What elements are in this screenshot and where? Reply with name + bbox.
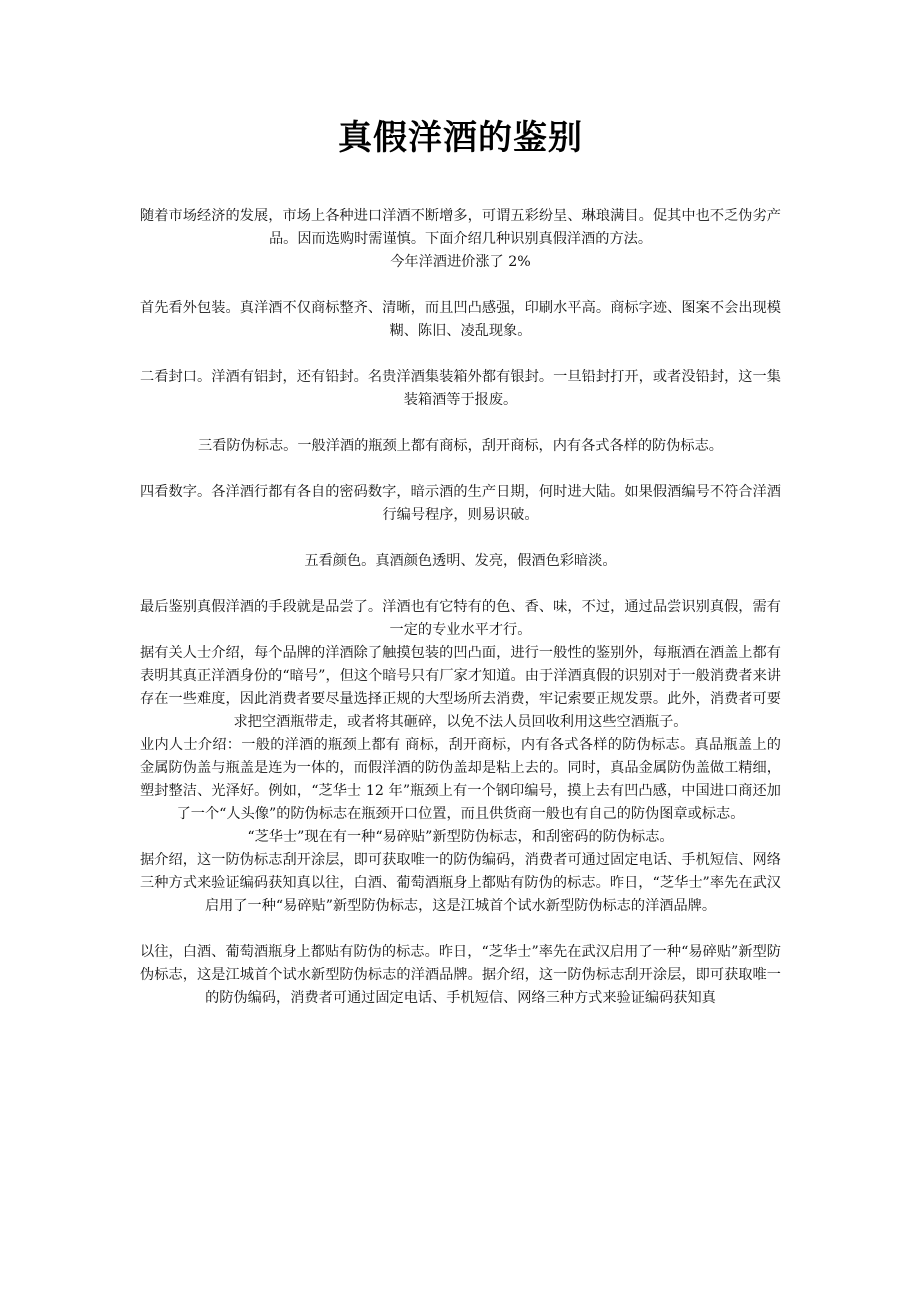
paragraph-gap bbox=[140, 458, 781, 481]
paragraph-verification: 据介绍，这一防伪标志刮开涂层，即可获取唯一的防伪编码，消费者可通过固定电话、手机短信、网络三种方式来验证编码获知真以往，白酒、葡萄酒瓶身上都贴有防伪的标志。昨日，“芝华士”率先在武汉启用了一种“易碎贴”新型防伪标志，这是江城首个试水新型防伪标志的洋酒品牌。 bbox=[140, 852, 781, 914]
paragraph-gap bbox=[140, 343, 781, 366]
paragraph-gap bbox=[140, 412, 781, 435]
paragraph-numbers: 四看数字。各洋酒行都有各自的密码数字，暗示酒的生产日期，何时进大陆。如果假酒编号不符合洋酒行编号程序，则易识破。 bbox=[140, 484, 781, 523]
document-page bbox=[140, 0, 781, 1010]
paragraph-gap bbox=[140, 274, 781, 297]
paragraph-anti-counterfeit-mark: 三看防伪标志。一般洋酒的瓶颈上都有商标，刮开商标，内有各式各样的防伪标志。 bbox=[198, 438, 723, 454]
paragraph-gap bbox=[140, 527, 781, 550]
paragraph-insider-code: 据有关人士介绍，每个品牌的洋酒除了触摸包装的凹凸面，进行一般性的鉴别外，每瓶酒在酒盖上都有表明其真正洋酒身份的“暗号”，但这个暗号只有厂家才知道。由于洋酒真假的识别对于一般消费者来讲存在一些难度，因此消费者要尽量选择正规的大型场所去消费，牢记索要正规发票。此外，消费者可要求把空酒瓶带走，或者将其砸碎，以免不法人员回收利用这些空酒瓶子。 bbox=[140, 645, 781, 730]
document-title: 真假洋酒的鉴别 bbox=[338, 118, 583, 158]
paragraph-chivas-label: “芝华士”现在有一种“易碎贴”新型防伪标志，和刮密码的防伪标志。 bbox=[247, 829, 674, 845]
paragraph-price-note: 今年洋酒进价涨了 2% bbox=[390, 254, 531, 270]
paragraph-seal: 二看封口。洋酒有铝封，还有铅封。名贵洋酒集装箱外都有银封。一旦铅封打开，或者没铅封，这一集装箱酒等于报废。 bbox=[140, 369, 781, 408]
paragraph-intro: 随着市场经济的发展，市场上各种进口洋酒不断增多，可谓五彩纷呈、琳琅满目。促其中也不乏伪劣产品。因而选购时需谨慎。下面介绍几种识别真假洋酒的方法。 bbox=[140, 208, 781, 247]
paragraph-packaging: 首先看外包装。真洋酒不仅商标整齐、清晰，而且凹凸感强，印刷水平高。商标字迹、图案不会出现模糊、陈旧、凌乱现象。 bbox=[140, 300, 781, 339]
paragraph-industry-insider: 业内人士介绍：一般的洋酒的瓶颈上都有 商标，刮开商标，内有各式各样的防伪标志。真品瓶盖上的金属防伪盖与瓶盖是连为一体的，而假洋酒的防伪盖却是粘上去的。同时，真品金属防伪盖做工精细，塑封整洁、光泽好。例如，“芝华士 12 年”瓶颈上有一个钢印编号，摸上去有凹凸感，中国进口商还加了一个“人头像”的防伪标志在瓶颈开口位置，而且供货商一般也有自己的防伪图章或标志。 bbox=[140, 737, 781, 822]
paragraph-tasting: 最后鉴别真假洋酒的手段就是品尝了。洋酒也有它特有的色、香、味，不过，通过品尝识别真假，需有一定的专业水平才行。 bbox=[140, 599, 781, 638]
paragraph-color: 五看颜色。真酒颜色透明、发亮，假酒色彩暗淡。 bbox=[304, 553, 617, 569]
paragraph-closing: 以往，白酒、葡萄酒瓶身上都贴有防伪的标志。昨日，“芝华士”率先在武汉启用了一种“易碎贴”新型防伪标志，这是江城首个试水新型防伪标志的洋酒品牌。据介绍，这一防伪标志刮开涂层，即可获取唯一的防伪编码，消费者可通过固定电话、手机短信、网络三种方式来验证编码获知真 bbox=[140, 944, 781, 1006]
paragraph-gap bbox=[140, 573, 781, 596]
document-body bbox=[140, 205, 781, 1010]
paragraph-gap bbox=[140, 918, 781, 941]
